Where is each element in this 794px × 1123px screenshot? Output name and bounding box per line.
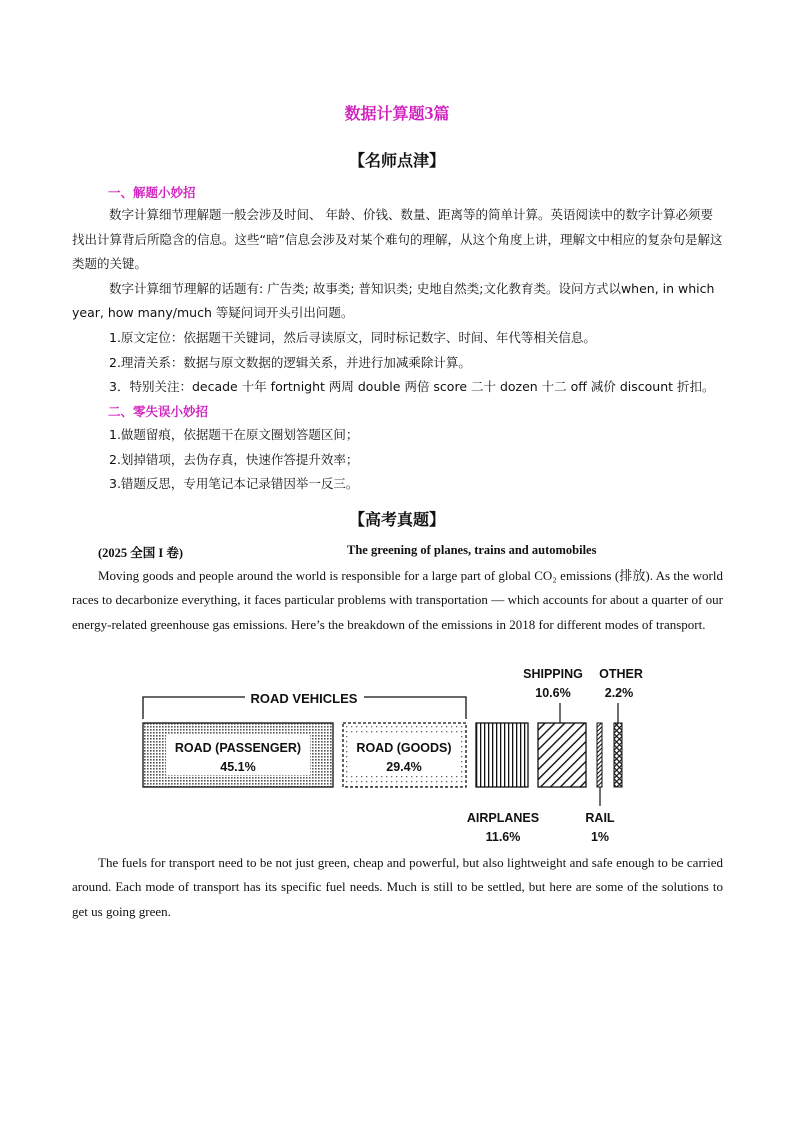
bar-rail-value: 1% (590, 830, 610, 844)
title-suffix: 篇 (433, 104, 450, 123)
tip2-item-1: 1.做题留痕，依据题干在原文圈划答题区间； (109, 427, 359, 442)
bar-road-goods-label: ROAD (GOODS) (356, 741, 452, 755)
bar-other (614, 723, 622, 787)
bar-road-passenger-label: ROAD (PASSENGER) (174, 741, 302, 755)
bar-rail-label: RAIL (585, 811, 615, 825)
intro-text (72, 203, 723, 326)
tip2-item-3: 3.错题反思，专用笔记本记录错因举一反三。 (109, 476, 359, 491)
intro-paragraph-2: 数字计算细节理解的话题有: 广告类; 故事类; 普知识类; 史地自然类;文化教育类。设问方式以when, in which year, how many/much 等疑问词开头引出问题。 (72, 280, 715, 320)
tips2-list (72, 423, 732, 497)
title-text: 数据计算题 (344, 104, 425, 123)
tip-item-3: 3．特别关注：decade 十年 fortnight 两周 double 两倍 score 二十 dozen 十二 off 减价 discount 折扣。 (109, 379, 715, 394)
bar-rail (597, 723, 602, 787)
subheading-zero-mistakes: 二、零失误小妙招 (108, 404, 209, 419)
title-number: 3 (424, 103, 434, 123)
article-paragraph-1 (72, 564, 723, 637)
bar-airplanes-value: 11.6% (485, 830, 521, 844)
section-heading-exam: 【高考真题】 (348, 510, 445, 529)
bar-road-passenger-value: 45.1% (220, 760, 256, 774)
tip2-item-2: 2.划掉错项，去伪存真，快速作答提升效率； (109, 451, 359, 467)
article-title: The greening of planes, trains and automobiles (347, 543, 597, 557)
bar-shipping-label: SHIPPING (523, 667, 583, 681)
article-paragraph-2 (72, 851, 723, 924)
intro-paragraph-1: 数字计算细节理解题一般会涉及时间、 年龄、价钱、数量、距离等的简单计算。英语阅读中的数字计算必须要找出计算背后所隐含的信息。这些“暗”信息会涉及对某个难句的理解，从这个角度上讲，理解文中相应的复杂句是解这类题的关键。 (72, 207, 723, 271)
document-title (0, 101, 794, 124)
bar-other-label: OTHER (599, 667, 643, 681)
road-vehicles-group-label: ROAD VEHICLES (250, 691, 358, 706)
bar-shipping (538, 723, 586, 787)
tip-item-1: 1.原文定位：依据题干关键词，然后寻读原文，同时标记数字、时间、年代等相关信息。 (109, 330, 596, 345)
tip-item-2: 2.理清关系：数据与原文数据的逻辑关系，并进行加减乘除计算。 (109, 354, 471, 370)
bar-shipping-value: 10.6% (535, 686, 571, 700)
subheading-tricks: 一、解题小妙招 (108, 185, 196, 200)
exam-source: (2025 全国 I 卷) (98, 546, 184, 560)
bar-other-value: 2.2% (604, 686, 634, 700)
article-paragraph-1-text: Moving goods and people around the world is responsible for a large part of global CO₂ emissions (排放). As the world races to decarbonize everything, it faces particular problems with transportation — which accounts for about a quarter of our energy-related greenhouse gas emissions. Here’s the breakdown of the emissions in 2018 for different modes of transport. (72, 568, 723, 632)
bar-airplanes-label: AIRPLANES (466, 811, 540, 825)
section-heading-tips: 【名师点津】 (348, 151, 445, 170)
bar-road-goods-value: 29.4% (386, 760, 422, 774)
bar-airplanes (476, 723, 528, 787)
emissions-chart (0, 655, 794, 855)
article-paragraph-2-text: The fuels for transport need to be not just green, cheap and powerful, but also lightweight and safe enough to be carried around. Each mode of transport has its specific fuel needs. Much is still to be settled, but here are some of the solutions to get us going green. (72, 855, 723, 919)
tips-list (72, 326, 732, 400)
